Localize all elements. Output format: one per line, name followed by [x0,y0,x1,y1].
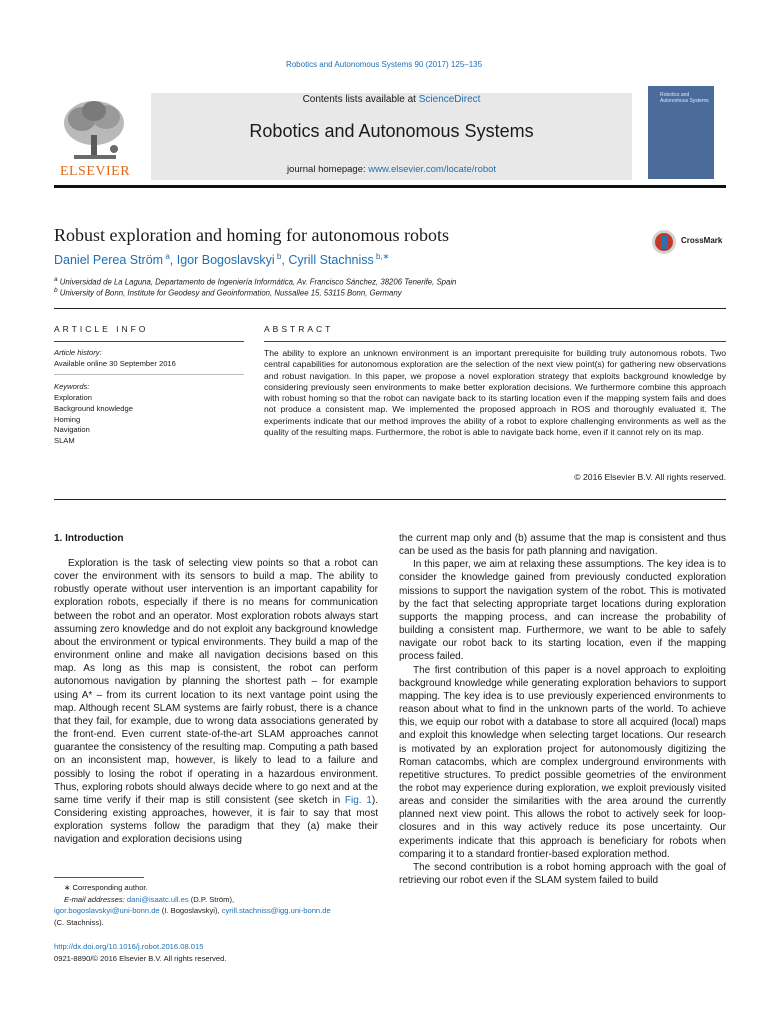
affiliation-b [54,287,402,298]
contents-line [151,94,632,105]
sciencedirect-link[interactable]: ScienceDirect [418,94,481,105]
body-right-column [399,532,726,887]
keyword-item: SLAM [54,436,75,446]
cover-title: Robotics and Autonomous Systems [660,92,709,104]
footnote-corresponding: Corresponding author. [72,883,148,892]
intro-paragraph-1 [54,557,378,846]
email-owner-1: (D.P. Ström), [188,894,235,904]
author-name-2[interactable]: Igor Bogoslavskyi [176,253,275,268]
body-left-column [54,557,378,846]
email-owner-3: (C. Stachniss). [54,917,104,927]
journal-homepage-link[interactable]: www.elsevier.com/locate/robot [368,164,497,175]
history-value: Available online 30 September 2016 [54,359,176,368]
intro-paragraph-4: The second contribution is a robot homing approach with the goal of retrieving our robot even if the SLAM system failed to build [399,861,726,887]
intro-paragraph-continued: the current map only and (b) assume that the map is consistent and thus can be used as the basis for path planning and navigation. [399,533,726,558]
aff-mark-a: a [54,276,58,283]
footnote-corresponding-line [54,882,384,894]
journal-title[interactable]: Robotics and Autonomous Systems [249,121,534,141]
article-info-rule [54,341,244,342]
abstract-text: The ability to explore an unknown environment is an important prerequisite for building truly autonomous robots. Two central capabilities for autonomous exploration are the selection of the next view point(s) for gathering new observations and robust navigation. In this paper, we propose a novel exploration strategy that exploits background knowledge by considering previously seen environments to make better exploration decisions. We furthermore combine this approach with robust homing so that the robot can navigate back to its starting location even if the mapping system fails and does not produce a consistent map. We implemented the proposed approach in ROS and thoroughly evaluated it. The experiments indicate that our method improves the ability of a robot to explore challenging environments as well as the quality of the resulting maps. Furthermore, the robot is able to navigate back home, even if it cannot rely on its map. [264,348,726,438]
abstract-heading: ABSTRACT [264,324,334,334]
article-info-heading: ARTICLE INFO [54,324,149,334]
author-sup-2[interactable]: b [276,252,282,261]
affiliation-a [54,276,456,287]
intro-paragraph-3: The first contribution of this paper is a novel approach to exploiting background knowledge while generating exploration behaviors to support mapping. The key idea is to use previously experienced environments to reason about what to find in the unknown parts of the world. To achieve this, we equip our robot with a database to store all acquired (local) maps and exploit this knowledge when selecting target locations. Our research is motivated by an exploration project for autonomously digitizing the Roman catacombs, which are complex underground environments with repetitive structures. To predict possible geometries of the environment the robot may experience during exploration, we exploit previously visited areas and consider the similarities with the area around the currently planned next view point. This allows the robot to actively seek for loop-closures and in this way actively reduce its pose uncertainty. Our experiments indicate that this approach is beneficiary for robots when comparing it to a standard frontier-based exploration method. [399,664,726,860]
footnote-email-line [54,894,384,906]
article-info-divider [54,374,244,375]
aff-text-b: University of Bonn, Institute for Geodesy and Geoinformation, Nussallee 15, 53115 Bonn, Germany [59,288,402,298]
aff-mark-b: b [54,287,58,294]
email-link-1[interactable]: dani@isaatc.ull.es [126,894,189,904]
keywords-label: Keywords: [54,382,90,391]
intro-p1-text-a: Exploration is the task of selecting view points so that a robot can cover the environment with its sensors to build a map. The ability to robustly operate without user intervention is an important capability for exploration robots, especially if there is no means for communication between the robot and an operator. Most exploration robots always start assuming zero knowledge and do not exploit any background knowledge about the environment or typical environments. They build a map of the environment online and make all navigation decisions based on this map. As long as this map is consistent, the robot can perform autonomous navigation by planning the shortest path – for example using A* – from its current location to its next vantage point using the map. Although recent SLAM systems are fairly robust, there is a chance that they fail, for example, due to wrong data associations generated by the front-end. Even current state-of-the-art SLAM approaches cannot guarantee the consistency of the resulting map. Computing a path based on an inconsistent map, however, is likely to lead to a failure and possibly to losing the robot if operating in a hazardous environment. Thus, exploring robots should always decide where to go next and at the same time verify if their map is still consistent (see sketch in [54,558,378,806]
doi-block [54,941,226,964]
history-label: Article history: [54,348,102,357]
intro-paragraph-2: In this paper, we aim at relaxing these assumptions. The key idea is to consider the knowledge gained from previously conducted exploration missions to support the navigation system of the robot. This is motivated by the fact that selecting appropriate target locations during exploration supports the mapping process, and can increase the probability of building a consistent map. Furthermore, we want to be able to safely navigate our robot back to its starting location, even if the mapping process failed. [399,559,726,663]
keyword-item: Homing [54,414,81,424]
email-link-3[interactable]: cyrill.stachniss@igg.uni-bonn.de [221,906,331,915]
keyword-item: Exploration [54,393,92,402]
keyword-item: Navigation [54,425,90,435]
keyword-list [54,393,133,447]
doi-link[interactable]: http://dx.doi.org/10.1016/j.robot.2016.08.015 [54,942,204,951]
author-sup-3[interactable]: b,∗ [376,252,390,261]
email-owner-2: (I. Bogoslavskyi), [159,906,222,915]
aff-text-a: Universidad de La Laguna, Departamento de Ingeniería Informática, Av. Francisco Sánchez, 38206 Tenerife, Spain [59,277,457,287]
email-link-2[interactable]: igor.bogoslavskyi@uni-bonn.de [54,906,160,915]
homepage-line [151,164,632,175]
elsevier-wordmark: ELSEVIER [59,164,131,179]
author-sup-1[interactable]: a [165,252,170,261]
issn-line: 0921-8890/© 2016 Elsevier B.V. All rights reserved. [54,953,227,963]
abstract-bottom-rule [54,499,726,500]
header-rule [54,185,726,188]
footnote-mark: ∗ [64,883,71,892]
journal-citation[interactable]: Robotics and Autonomous Systems 90 (2017) 125–135 [285,60,483,69]
corresponding-author-footnote [54,882,384,928]
contents-prefix: Contents lists available at [302,94,419,105]
intro-p1-text-b: ). Considering existing approaches, however, it is fair to say that most exploration systems follow the paradigm that they (a) make their navigation and exploration decisions using [54,794,378,846]
author-name-3[interactable]: Cyrill Stachniss [288,253,374,268]
crossmark-label[interactable]: CrossMark [681,236,723,245]
abstract-rule [264,341,726,342]
footnote-email-line-2 [54,905,384,917]
fig1-reference-link[interactable]: Fig. 1 [344,794,372,806]
footnote-rule [54,877,144,878]
abstract-copyright: © 2016 Elsevier B.V. All rights reserved. [574,472,726,482]
homepage-prefix: journal homepage: [286,164,369,175]
introduction-heading: 1. Introduction [54,533,124,544]
email-label: E-mail addresses: [64,894,125,904]
keyword-item: Background knowledge [54,403,133,413]
info-top-rule [54,308,726,309]
paper-title: Robust exploration and homing for autonomous robots [54,225,449,245]
author-list: Daniel Perea Ström $^a$, Igor Bogoslavskyi $^b$, Cyrill Stachniss $^{b,∗}$ [54,252,390,268]
author-name-1[interactable]: Daniel Perea Ström [54,253,164,268]
